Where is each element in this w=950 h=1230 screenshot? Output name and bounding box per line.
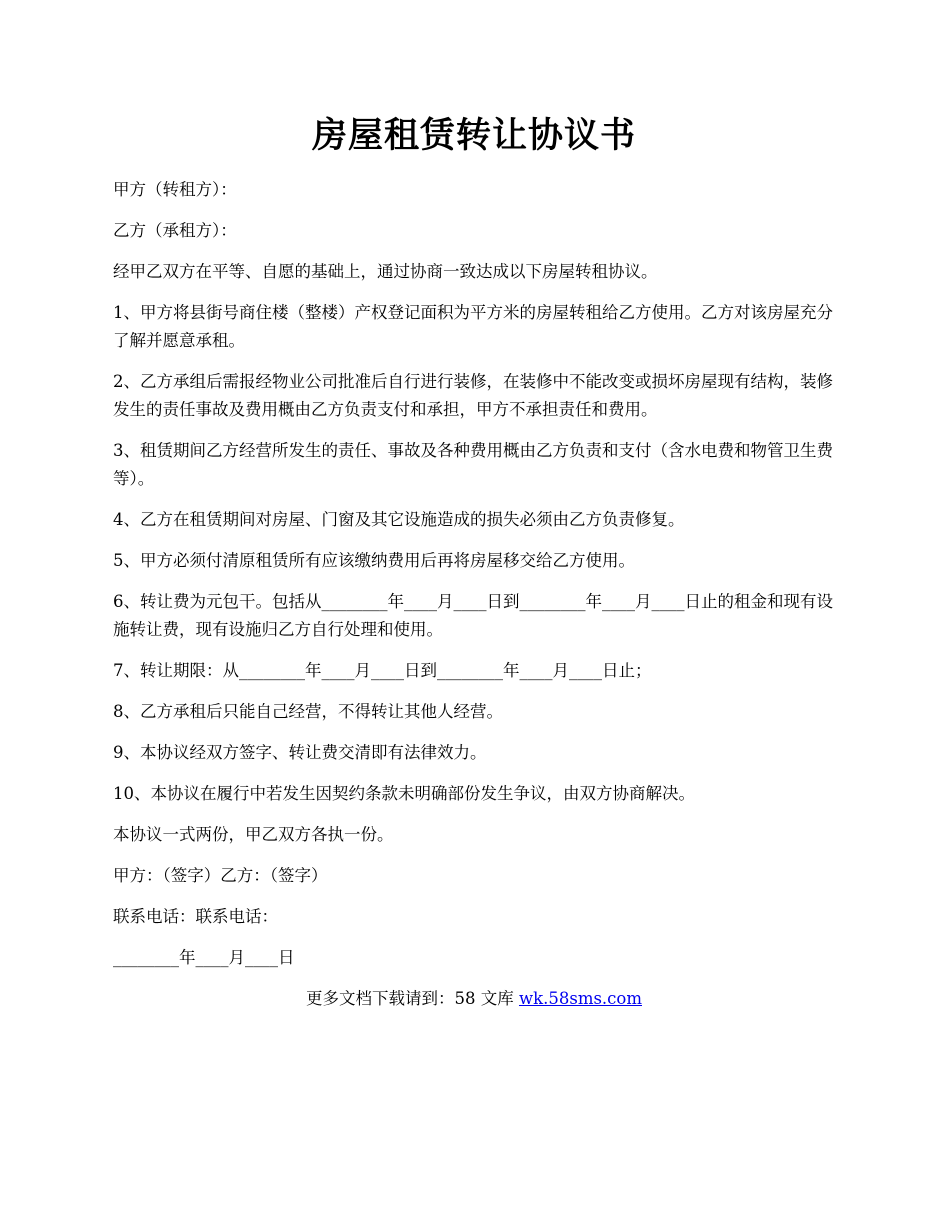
footer-text: 更多文档下载请到：58 文库 (305, 989, 519, 1008)
clause-4: 4、乙方在租赁期间对房屋、门窗及其它设施造成的损失必须由乙方负责修复。 (113, 510, 685, 529)
party-b-line: 乙方（承租方）： (113, 221, 237, 240)
signature-line: 甲方：（签字）乙方：（签字） (113, 866, 328, 885)
document-body (113, 176, 835, 1013)
clause-3: 3、租赁期间乙方经营所发生的责任、事故及各种费用概由乙方负责和支付（含水电费和物管卫生费等）。 (113, 441, 833, 488)
clause-1: 1、甲方将县街号商住楼（整楼）产权登记面积为平方米的房屋转租给乙方使用。乙方对该房屋充分了解并愿意承租。 (113, 303, 833, 350)
preamble: 经甲乙双方在平等、自愿的基础上，通过协商一致达成以下房屋转租协议。 (113, 262, 658, 281)
party-a-line: 甲方（转租方）： (113, 180, 237, 199)
clause-7: 7、转让期限：从________年____月____日到________年____月____日止； (113, 661, 652, 680)
clause-9: 9、本协议经双方签字、转让费交清即有法律效力。 (113, 743, 487, 762)
footer-link[interactable]: wk.58sms.com (518, 989, 642, 1008)
copies-statement: 本协议一式两份，甲乙双方各执一份。 (113, 825, 394, 844)
clause-2: 2、乙方承组后需报经物业公司批准后自行进行装修，在装修中不能改变或损坏房屋现有结构，装修发生的责任事故及费用概由乙方负责支付和承担，甲方不承担责任和费用。 (113, 372, 833, 419)
document-title: 房屋租赁转让协议书 (311, 115, 636, 156)
contact-phone-line: 联系电话：联系电话： (113, 907, 278, 926)
clause-6: 6、转让费为元包干。包括从________年____月____日到________年____月____日止的租金和现有设施转让费，现有设施归乙方自行处理和使用。 (113, 592, 833, 639)
clause-8: 8、乙方承租后只能自己经营，不得转让其他人经营。 (113, 702, 503, 721)
clause-10: 10、本协议在履行中若发生因契约条款未明确部份发生争议，由双方协商解决。 (113, 784, 695, 803)
download-footer (113, 985, 835, 1013)
clause-5: 5、甲方必须付清原租赁所有应该缴纳费用后再将房屋移交给乙方使用。 (113, 551, 635, 570)
date-line: ________年____月____日 (113, 948, 295, 967)
